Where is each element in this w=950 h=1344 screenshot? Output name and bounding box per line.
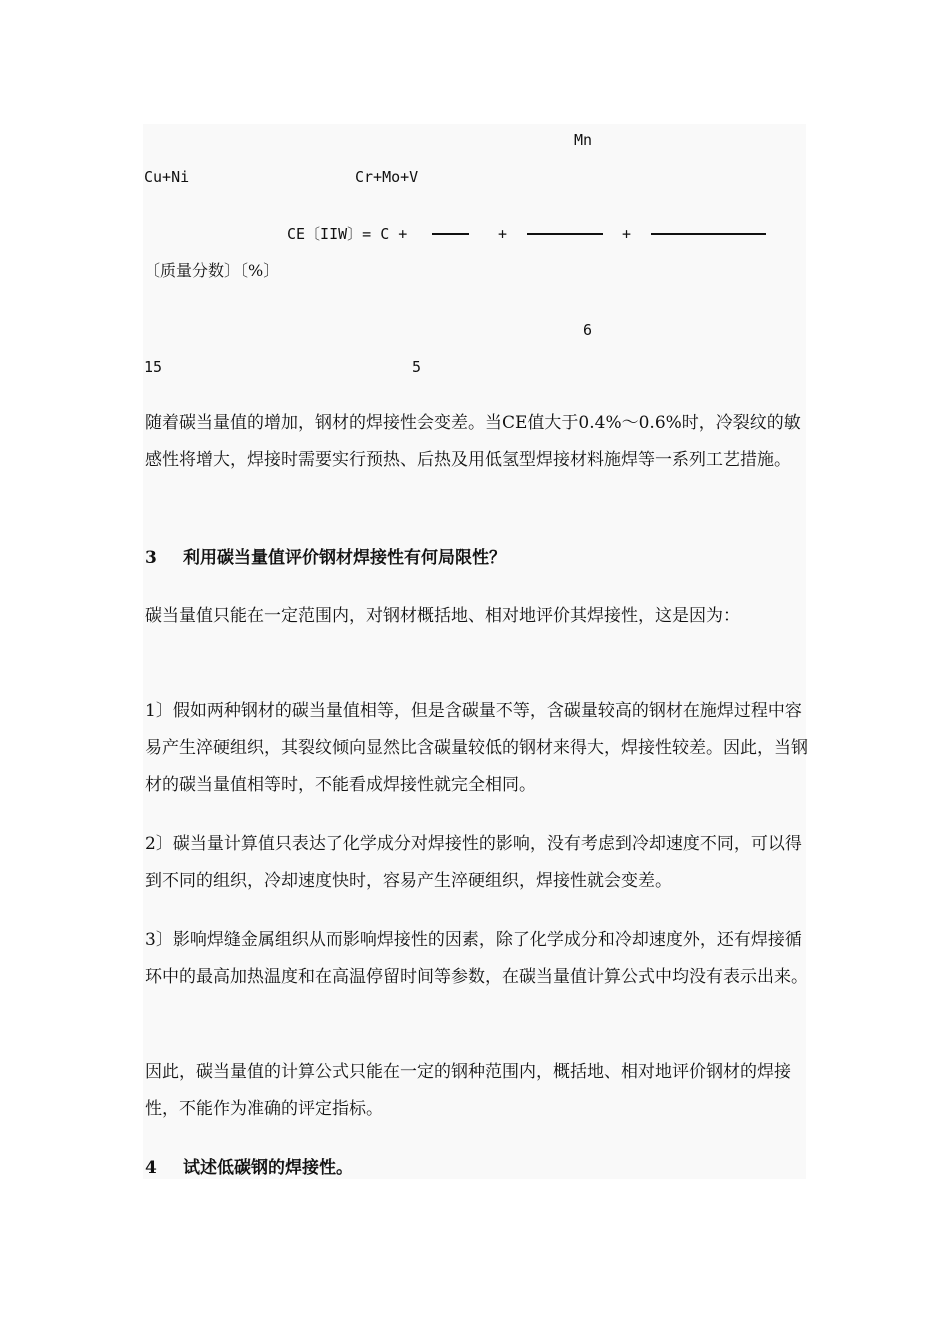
fraction-bar-mn: [432, 233, 469, 235]
paragraph-ce-effect: 随着碳当量值的增加，钢材的焊接性会变差。当CE值大于0.4%～0.6%时，冷裂纹的敏感性将增大，焊接时需要实行预热、后热及用低氢型焊接材料施焊等一系列工艺措施。: [145, 413, 801, 470]
question-4-text: 试述低碳钢的焊接性。: [183, 1158, 353, 1178]
question-3-heading: [145, 546, 506, 570]
paragraph-point-2: 2〕碳当量计算值只表达了化学成分对焊接性的影响，没有考虑到冷却速度不同，可以得到不同的组织，冷却速度快时，容易产生淬硬组织，焊接性就会变差。: [145, 834, 802, 891]
formula-numerator-cu-ni: Cu+Ni: [144, 168, 190, 186]
paragraph-limitation-intro: 碳当量值只能在一定范围内，对钢材概括地、相对地评价其焊接性，这是因为：: [145, 606, 740, 626]
question-4-number: 4: [145, 1158, 157, 1178]
content-background: [143, 124, 806, 1179]
formula-denominator-15: 15: [144, 358, 163, 376]
formula-numerator-cr-mo-v: Cr+Mo+V: [355, 168, 419, 186]
formula-numerator-mn: Mn: [574, 131, 593, 149]
formula-lhs: CE〔IIW〕= C +: [287, 225, 408, 243]
question-3-number: 3: [145, 548, 157, 568]
fraction-bar-cu-ni: [527, 233, 603, 235]
paragraph-conclusion: 因此，碳当量值的计算公式只能在一定的钢种范围内，概括地、相对地评价钢材的焊接性，不能作为准确的评定指标。: [145, 1062, 791, 1119]
formula-plus-1: +: [498, 225, 508, 243]
formula-unit: 〔质量分数〕〔%〕: [144, 261, 280, 280]
formula-denominator-6: 6: [583, 321, 593, 339]
question-4-heading: [145, 1156, 353, 1180]
paragraph-point-1: 1〕假如两种钢材的碳当量值相等，但是含碳量不等，含碳量较高的钢材在施焊过程中容易产生淬硬组织，其裂纹倾向显然比含碳量较低的钢材来得大，焊接性较差。因此，当钢材的碳当量值相等时，不能看成焊接性就完全相同。: [145, 701, 808, 795]
paragraph-point-3: 3〕影响焊缝金属组织从而影响焊接性的因素，除了化学成分和冷却速度外，还有焊接循环中的最高加热温度和在高温停留时间等参数，在碳当量值计算公式中均没有表示出来。: [145, 930, 808, 987]
formula-denominator-5: 5: [412, 358, 422, 376]
fraction-bar-cr-mo-v: [651, 233, 766, 235]
formula-plus-2: +: [622, 225, 632, 243]
question-3-text: 利用碳当量值评价钢材焊接性有何局限性？: [183, 548, 506, 568]
